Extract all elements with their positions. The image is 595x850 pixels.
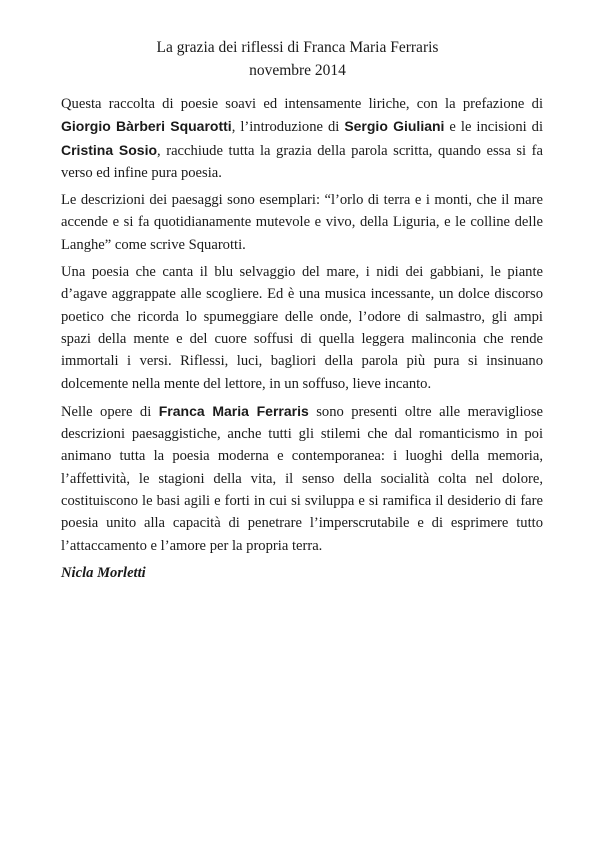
author-name-engravings: Cristina Sosio	[61, 141, 158, 158]
paragraph-1-text-2: , l’introduzione di	[231, 119, 345, 136]
paragraph-3: Una poesia che canta il blu selvaggio del mare, i nidi dei gabbiani, le piante d’agave aggrappate alle scogliere. Ed è una musica incessante, un dolce discorso poetico che ricorda lo spumeggiare delle onde, l’odore di salmastro, gli ampi spazi della mente e del cuore soffusi di quella leggera malinconia che rende immortali i versi. Riflessi, luci, bagliori della parola più pura si insinuano dolcemente nella mente del lettore, in un soffuso, lieve incanto.	[61, 264, 543, 392]
signature: Nicla Morletti	[61, 564, 146, 581]
poet-name: Franca Maria Ferraris	[158, 402, 309, 419]
paragraph-2: Le descrizioni dei paesaggi sono esemplari: “l’orlo di terra e i monti, che il mare accende e si fa quotidianamente mutevole e vivo, della Liguria, e le colline delle Langhe” come scrive Squarotti.	[61, 192, 543, 253]
document-date: novembre 2014	[249, 62, 346, 79]
document-body	[61, 93, 543, 584]
author-name-preface: Giorgio Bàrberi Squarotti	[61, 118, 232, 135]
paragraph-4	[61, 400, 543, 557]
paragraph-1-text-4: , racchiude tutta la grazia della parola scritta, quando essa si fa verso ed infine pura poesia.	[61, 142, 543, 181]
paragraph-1	[61, 93, 543, 184]
paragraph-4-text-1: Nelle opere di	[61, 403, 159, 420]
document-title: La grazia dei riflessi di Franca Maria Ferraris	[156, 39, 439, 56]
document-header	[0, 36, 595, 82]
paragraph-1-text-3: e le incisioni di	[444, 119, 544, 136]
paragraph-1-text-1: Questa raccolta di poesie soavi ed intensamente liriche, con la prefazione di	[61, 96, 543, 112]
paragraph-4-text-2: sono presenti oltre alle meravigliose descrizioni paesaggistiche, anche tutti gli stilemi che dal romanticismo in poi animano tutta la poesia moderna e contemporanea: i luoghi della memoria, l’affettività, le stagioni della vita, il senso della socialità colta nel dolore, costituiscono le basi agili e forti in cui si sviluppa e si ramifica il desiderio di fare poesia unito alla capacità di penetrare l’imperscrutabile e di esprimere tutto l’attaccamento e l’amore per la propria terra.	[61, 403, 543, 554]
author-name-introduction: Sergio Giuliani	[344, 118, 445, 135]
